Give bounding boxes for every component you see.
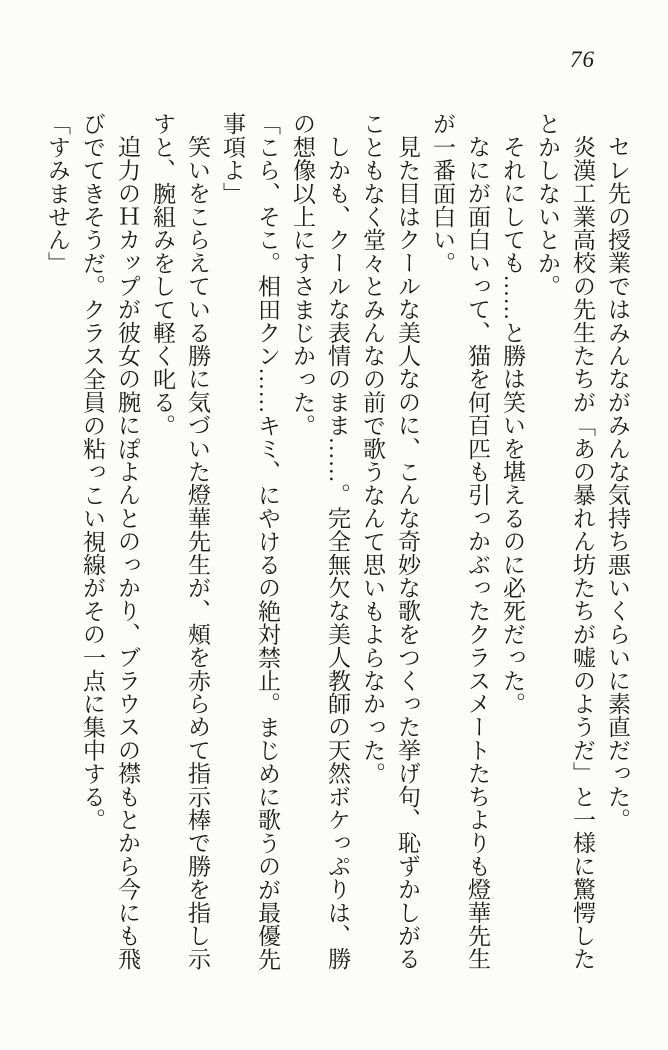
paragraph: 見た目はクールな美人なのに、こんな奇妙な歌をつくった挙げ句、恥ずかしがることもなく堂々とみんなの前で歌うなんて思いもよらなかった。 — [360, 112, 420, 971]
novel-text-block — [40, 112, 635, 988]
page-number: 76 — [570, 47, 595, 72]
paragraph: セレ先の授業ではみんながみんな気持ち悪いくらいに素直だった。 — [605, 135, 630, 831]
paragraph: 炎漢工業高校の先生たちが「あの暴れん坊たちが嘘のようだ」と一様に驚愕したとかしないとか。 — [535, 112, 595, 971]
paragraph: 迫力のＨカップが彼女の腕にぽよんとのっかり、ブラウスの襟もとから今にも飛びでてきそうだ。クラス全員の粘っこい視線がその一点に集中する。 — [80, 112, 140, 971]
paragraph: なにが面白いって、猫を何百匹も引っかぶったクラスメートたちよりも燈華先生が一番面白い。 — [430, 112, 490, 971]
paragraph: それにしても……と勝は笑いを堪えるのに必死だった。 — [500, 135, 525, 715]
paragraph: しかも、クールな表情のまま……。完全無欠な美人教師の天然ボケっぷりは、勝の想像以上にすさまじかった。 — [290, 112, 350, 971]
paragraph: 笑いをこらえている勝に気づいた燈華先生が、頰を赤らめて指示棒で勝を指し示すと、腕組みをして軽く叱る。 — [150, 112, 210, 971]
dialogue-paragraph: 「こら、そこ。相田クン……キミ、にやけるの絶対禁止。まじめに歌うのが最優先事項よ」 — [220, 112, 280, 971]
dialogue-paragraph: 「すみません」 — [45, 112, 70, 275]
